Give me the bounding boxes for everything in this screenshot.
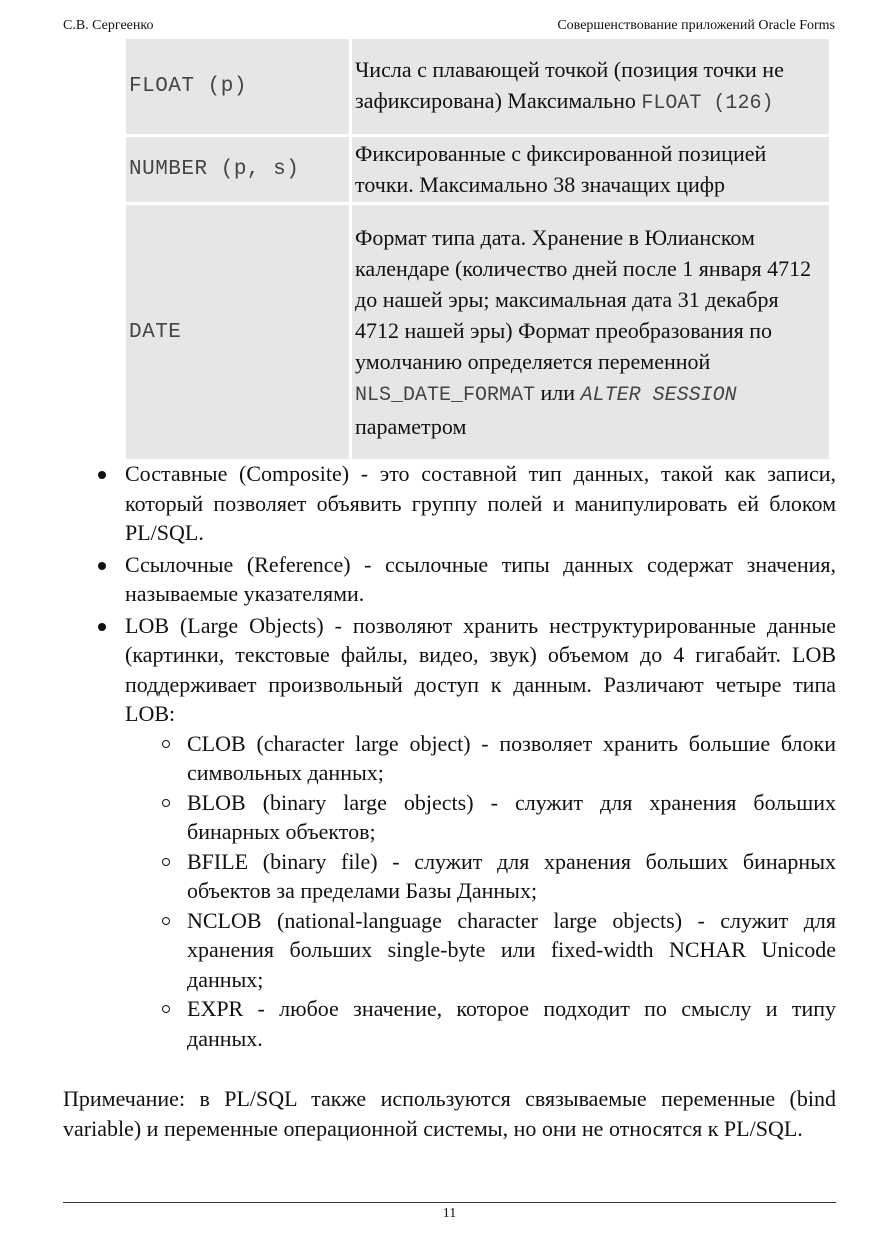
sub-list-item: EXPR - любое значение, которое подходит по смыслу и типу данных. xyxy=(187,994,836,1053)
description-cell xyxy=(352,39,829,134)
description-text: или xyxy=(535,379,581,405)
list-item-text: LOB (Large Objects) - позволяют хранить неструктурированные данные (картинки, текстовые файлы, видео, звук) объемом до 4 гигабайт. LOB поддерживает произвольный доступ к данным. Различают четыре типа LOB: xyxy=(125,612,836,726)
list-item: Ссылочные (Reference) - ссылочные типы данных содержат значения, называемые указателями. xyxy=(125,550,836,609)
description-cell: Фиксированные с фиксированной позицией точки. Максимально 38 значащих цифр xyxy=(352,137,829,202)
data-type-list xyxy=(125,459,836,1055)
sub-list-item: BLOB (binary large objects) - служит для хранения больших бинарных объектов; xyxy=(187,788,836,847)
description-text: параметром xyxy=(355,413,467,439)
description-text: Числа с плавающей точкой (позиция точки не зафиксирована) Максимально xyxy=(355,56,784,113)
type-cell: NUMBER (p, s) xyxy=(126,137,349,202)
page-number: 11 xyxy=(442,1206,457,1221)
sub-list-item: NCLOB (national-language character large objects) - служит для хранения больших single-byte или fixed-width NCHAR Unicode данных; xyxy=(187,906,836,995)
list-item xyxy=(125,611,836,1054)
code-text: NLS_DATE_FORMAT xyxy=(355,383,536,407)
table-row xyxy=(126,39,829,134)
description-text: Формат типа дата. Хранение в Юлианском календаре (количество дней после 1 января 4712 до нашей эры; максимальная дата 31 декабря 4712 нашей эры) Формат преобразования по умолчанию определяется переменной xyxy=(355,224,812,374)
header-author: С.В. Сергеенко xyxy=(63,18,154,33)
code-text: FLOAT (126) xyxy=(641,91,774,115)
note-paragraph: Примечание: в PL/SQL также используются связываемые переменные (bind variable) и переменные операционной системы, но они не относятся к PL/SQL. xyxy=(63,1086,836,1141)
type-cell: FLOAT (p) xyxy=(126,39,349,134)
list-item: Составные (Composite) - это составной тип данных, такой как записи, который позволяет объявить группу полей и манипулировать ей блоком PL/SQL. xyxy=(125,459,836,548)
data-types-table xyxy=(123,36,832,462)
description-cell xyxy=(352,205,829,459)
code-text: ALTER SESSION xyxy=(580,383,737,407)
table-row xyxy=(126,205,829,459)
lob-types-list xyxy=(125,729,836,1054)
type-cell: DATE xyxy=(126,205,349,459)
footer-divider xyxy=(63,1202,836,1203)
header-book-title: Совершенствование приложений Oracle Forms xyxy=(557,18,835,33)
page-header xyxy=(63,16,835,36)
table-row xyxy=(126,137,829,202)
sub-list-item: CLOB (character large object) - позволяет хранить большие блоки символьных данных; xyxy=(187,729,836,788)
sub-list-item: BFILE (binary file) - служит для хранения больших бинарных объектов за пределами Базы Данных; xyxy=(187,847,836,906)
